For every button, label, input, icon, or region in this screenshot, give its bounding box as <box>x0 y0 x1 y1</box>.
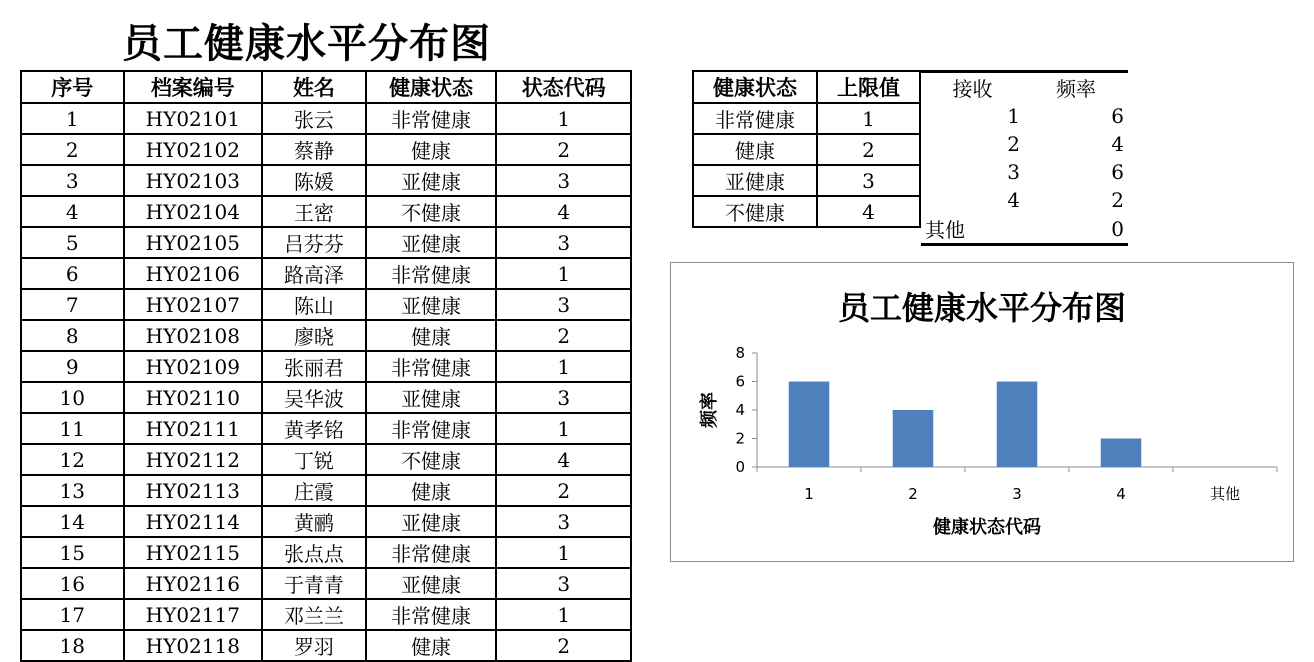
table-row <box>21 599 631 630</box>
header-frequency: 频率 <box>1024 72 1128 103</box>
cell-file-number: HY02106 <box>124 258 263 289</box>
table-row <box>21 351 631 382</box>
cell-name: 蔡静 <box>262 134 366 165</box>
y-tick-label: 0 <box>735 458 745 476</box>
cell-name: 庄霞 <box>262 475 366 506</box>
cell-index: 11 <box>21 413 124 444</box>
x-axis-title: 健康状态代码 <box>933 517 1041 538</box>
cell-file-number: HY02109 <box>124 351 263 382</box>
table-row <box>21 444 631 475</box>
cell-file-number: HY02103 <box>124 165 263 196</box>
cell-status-code: 1 <box>496 351 631 382</box>
table-row <box>21 537 631 568</box>
cell-frequency: 4 <box>1111 132 1124 156</box>
cell-index: 6 <box>21 258 124 289</box>
cell-name: 丁锐 <box>262 444 366 475</box>
cell-upper-limit: 4 <box>817 196 920 227</box>
cell-health-status: 非常健康 <box>366 103 497 134</box>
table-row <box>21 506 631 537</box>
header-status-code: 状态代码 <box>496 71 631 103</box>
frequency-row <box>921 158 1128 186</box>
cell-status-code: 4 <box>496 444 631 475</box>
cell-health-status: 健康 <box>693 134 817 165</box>
bar <box>1101 439 1142 468</box>
cell-status-code: 1 <box>496 258 631 289</box>
cell-index: 10 <box>21 382 124 413</box>
cell-status-code: 2 <box>496 134 631 165</box>
cell-status-code: 1 <box>496 599 631 630</box>
table-row <box>21 630 631 661</box>
y-tick-label: 6 <box>735 372 745 391</box>
y-tick-label: 2 <box>735 429 745 448</box>
frequency-table <box>921 70 1128 246</box>
x-tick-label: 1 <box>804 485 814 503</box>
cell-frequency: 2 <box>1111 188 1124 212</box>
cell-health-status: 健康 <box>366 134 497 165</box>
header-health-status: 健康状态 <box>693 71 817 103</box>
cell-file-number: HY02114 <box>124 506 263 537</box>
cell-index: 1 <box>21 103 124 134</box>
table-row <box>21 413 631 444</box>
cell-status-code: 3 <box>496 506 631 537</box>
cell-health-status: 亚健康 <box>366 289 497 320</box>
cell-file-number: HY02118 <box>124 630 263 661</box>
cell-health-status: 亚健康 <box>366 568 497 599</box>
cell-name: 廖晓 <box>262 320 366 351</box>
table-row <box>21 382 631 413</box>
cell-name: 陈媛 <box>262 165 366 196</box>
table-row <box>21 289 631 320</box>
cell-upper-limit: 1 <box>817 103 920 134</box>
x-tick-label: 4 <box>1116 485 1126 503</box>
cell-status-code: 2 <box>496 630 631 661</box>
header-file-number: 档案编号 <box>124 71 263 103</box>
cell-status-code: 1 <box>496 103 631 134</box>
cell-health-status: 亚健康 <box>366 227 497 258</box>
cell-status-code: 2 <box>496 320 631 351</box>
cell-name: 于青青 <box>262 568 366 599</box>
table-row <box>21 196 631 227</box>
table-row <box>21 103 631 134</box>
cell-bin: 3 <box>1007 160 1020 184</box>
frequency-row <box>921 130 1128 158</box>
lookup-row <box>693 196 920 227</box>
frequency-row <box>921 102 1128 130</box>
bar <box>893 410 934 467</box>
cell-file-number: HY02110 <box>124 382 263 413</box>
x-tick-label: 3 <box>1012 485 1022 503</box>
cell-status-code: 3 <box>496 289 631 320</box>
cell-health-status: 非常健康 <box>366 351 497 382</box>
table-row <box>21 258 631 289</box>
cell-health-status: 健康 <box>366 630 497 661</box>
cell-status-code: 3 <box>496 165 631 196</box>
cell-file-number: HY02101 <box>124 103 263 134</box>
cell-upper-limit: 2 <box>817 134 920 165</box>
header-health-status: 健康状态 <box>366 71 497 103</box>
cell-name: 黄鹂 <box>262 506 366 537</box>
cell-file-number: HY02112 <box>124 444 263 475</box>
cell-bin: 2 <box>1007 132 1020 156</box>
cell-health-status: 非常健康 <box>693 103 817 134</box>
lookup-row <box>693 103 920 134</box>
cell-index: 14 <box>21 506 124 537</box>
cell-name: 张点点 <box>262 537 366 568</box>
cell-name: 陈山 <box>262 289 366 320</box>
cell-name: 王密 <box>262 196 366 227</box>
cell-bin: 4 <box>1007 188 1020 212</box>
table-row <box>21 165 631 196</box>
histogram-chart[interactable] <box>670 262 1294 562</box>
cell-file-number: HY02105 <box>124 227 263 258</box>
cell-file-number: HY02102 <box>124 134 263 165</box>
cell-file-number: HY02111 <box>124 413 263 444</box>
cell-bin: 1 <box>1007 104 1020 128</box>
header-bin: 接收 <box>921 72 1024 103</box>
cell-health-status: 非常健康 <box>366 599 497 630</box>
cell-name: 路高泽 <box>262 258 366 289</box>
cell-file-number: HY02116 <box>124 568 263 599</box>
cell-name: 吴华波 <box>262 382 366 413</box>
cell-index: 2 <box>21 134 124 165</box>
cell-index: 7 <box>21 289 124 320</box>
cell-file-number: HY02117 <box>124 599 263 630</box>
cell-status-code: 4 <box>496 196 631 227</box>
x-tick-label: 2 <box>908 485 918 503</box>
cell-health-status: 不健康 <box>693 196 817 227</box>
cell-index: 18 <box>21 630 124 661</box>
cell-health-status: 亚健康 <box>693 165 817 196</box>
lookup-row <box>693 165 920 196</box>
cell-status-code: 3 <box>496 568 631 599</box>
table-row <box>21 568 631 599</box>
cell-index: 8 <box>21 320 124 351</box>
bar <box>997 382 1038 468</box>
cell-index: 9 <box>21 351 124 382</box>
table-row <box>21 320 631 351</box>
y-tick-label: 4 <box>735 401 745 419</box>
header-index: 序号 <box>21 71 124 103</box>
cell-index: 3 <box>21 165 124 196</box>
y-axis-title: 频率 <box>699 392 720 428</box>
cell-index: 13 <box>21 475 124 506</box>
cell-name: 黄孝铭 <box>262 413 366 444</box>
cell-health-status: 非常健康 <box>366 258 497 289</box>
frequency-row <box>921 186 1128 214</box>
cell-file-number: HY02107 <box>124 289 263 320</box>
frequency-row <box>921 214 1128 245</box>
cell-status-code: 2 <box>496 475 631 506</box>
lookup-row <box>693 134 920 165</box>
cell-index: 5 <box>21 227 124 258</box>
cell-status-code: 1 <box>496 413 631 444</box>
cell-name: 张丽君 <box>262 351 366 382</box>
cell-index: 4 <box>21 196 124 227</box>
bar <box>789 382 830 468</box>
cell-health-status: 不健康 <box>366 444 497 475</box>
header-upper-limit: 上限值 <box>817 71 920 103</box>
status-lookup-table <box>692 70 921 228</box>
cell-file-number: HY02104 <box>124 196 263 227</box>
cell-health-status: 不健康 <box>366 196 497 227</box>
x-tick-label: 其他 <box>1209 485 1241 503</box>
table-row <box>21 475 631 506</box>
employee-table <box>20 70 632 662</box>
cell-health-status: 非常健康 <box>366 413 497 444</box>
cell-file-number: HY02113 <box>124 475 263 506</box>
page-title: 员工健康水平分布图 <box>122 21 491 67</box>
cell-bin: 其他 <box>921 214 1024 245</box>
cell-health-status: 亚健康 <box>366 382 497 413</box>
cell-status-code: 1 <box>496 537 631 568</box>
cell-name: 罗羽 <box>262 630 366 661</box>
cell-name: 张云 <box>262 103 366 134</box>
cell-health-status: 亚健康 <box>366 165 497 196</box>
chart-title: 员工健康水平分布图 <box>837 289 1126 327</box>
table-row <box>21 227 631 258</box>
cell-status-code: 3 <box>496 227 631 258</box>
cell-index: 12 <box>21 444 124 475</box>
cell-frequency: 0 <box>1024 214 1128 245</box>
cell-index: 16 <box>21 568 124 599</box>
cell-name: 吕芬芬 <box>262 227 366 258</box>
cell-frequency: 6 <box>1111 104 1124 128</box>
cell-name: 邓兰兰 <box>262 599 366 630</box>
y-tick-label: 8 <box>735 344 745 362</box>
cell-health-status: 健康 <box>366 320 497 351</box>
cell-health-status: 非常健康 <box>366 537 497 568</box>
cell-frequency: 6 <box>1111 160 1124 184</box>
table-row <box>21 134 631 165</box>
cell-index: 15 <box>21 537 124 568</box>
cell-health-status: 亚健康 <box>366 506 497 537</box>
cell-file-number: HY02115 <box>124 537 263 568</box>
header-name: 姓名 <box>262 71 366 103</box>
cell-index: 17 <box>21 599 124 630</box>
cell-upper-limit: 3 <box>817 165 920 196</box>
cell-health-status: 健康 <box>366 475 497 506</box>
cell-status-code: 3 <box>496 382 631 413</box>
cell-file-number: HY02108 <box>124 320 263 351</box>
